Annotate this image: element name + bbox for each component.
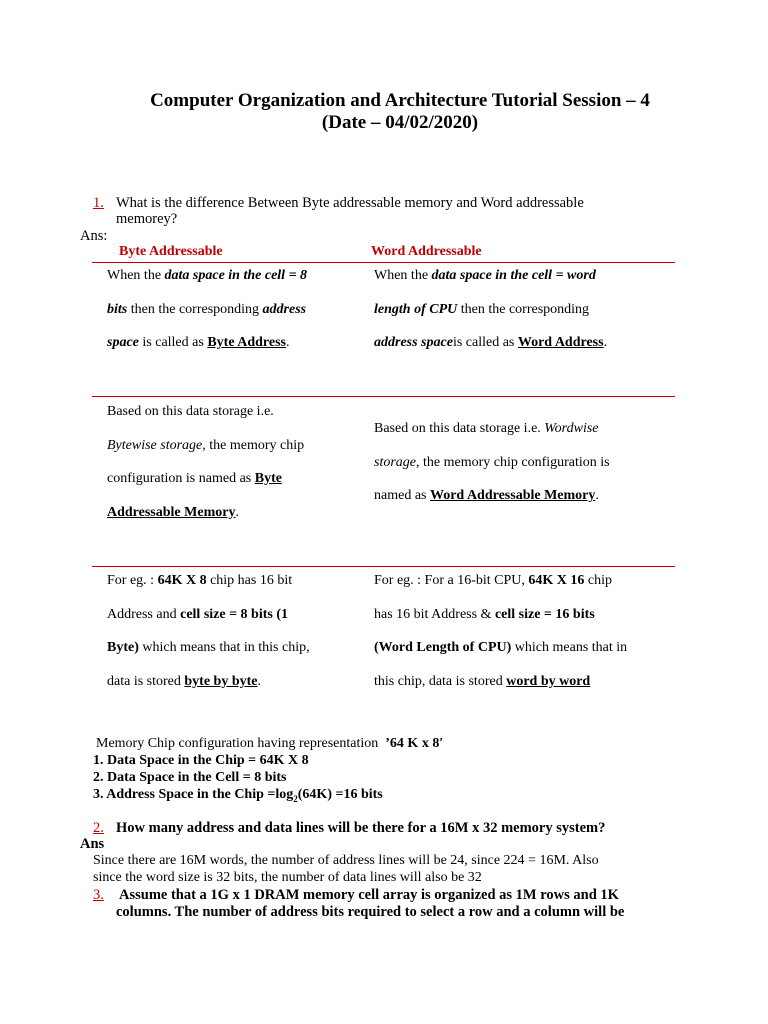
term: byte by byte <box>184 673 258 689</box>
title-line-2: (Date – 04/02/2020) <box>321 112 479 133</box>
text: Based on this data storage i.e. <box>374 421 545 436</box>
question-text-line-1: What is the difference Between Byte addressable memory and Word addressable <box>116 195 584 211</box>
text: then the corresponding <box>127 301 263 317</box>
term-byte-address: Byte Address <box>207 335 287 350</box>
term-word-address: Word Address <box>517 335 604 350</box>
term-word-addressable-memory: Word Addressable Memory <box>429 488 596 503</box>
emphasis: address space <box>374 335 453 350</box>
emphasis: 64K X 16 <box>528 573 585 588</box>
text: has 16 bit Address & <box>374 606 495 622</box>
emphasis: 64K X 8 <box>157 573 207 588</box>
title-line-1: Computer Organization and Architecture Tutorial Session – 4 <box>150 90 650 111</box>
emphasis: (Word Length of CPU) <box>374 640 512 655</box>
text: When the <box>374 268 432 283</box>
text: named as <box>374 488 430 503</box>
text: . <box>595 488 599 503</box>
term: word by word <box>506 673 591 689</box>
text: (64K) =16 bits <box>297 787 383 802</box>
table-cell-byte-example <box>107 564 362 698</box>
config-item-3 <box>93 786 383 808</box>
table-cell-word-storage <box>374 412 674 513</box>
text: , the memory chip <box>202 437 305 453</box>
question-text-line-2: columns. The number of address bits required to select a row and a column will be <box>116 904 625 920</box>
text: this chip, data is stored <box>374 673 507 689</box>
text: . <box>257 673 261 689</box>
text: For eg. : <box>107 573 158 588</box>
table-cell-word-example <box>374 564 674 698</box>
text: . <box>235 504 239 520</box>
text: is called as <box>138 335 208 350</box>
term-byte-addressable-memory: Addressable Memory <box>107 504 236 520</box>
question-text-line-1: Assume that a 1G x 1 DRAM memory cell array is organized as 1M rows and 1K <box>119 887 619 903</box>
text: configuration is named as <box>107 471 255 486</box>
table-cell-byte-storage <box>107 395 357 529</box>
question-text: How many address and data lines will be there for a 16M x 32 memory system? <box>116 820 606 836</box>
text: Based on this data storage i.e. <box>107 404 274 419</box>
text: , the memory chip configuration is <box>416 454 610 470</box>
text: When the <box>107 268 165 283</box>
emphasis: Wordwise <box>544 421 599 436</box>
emphasis: Bytewise storage <box>107 437 203 453</box>
column-header-word-addressable: Word Addressable <box>371 244 482 259</box>
text: Address and <box>107 606 181 622</box>
column-header-byte-addressable: Byte Addressable <box>119 244 223 259</box>
emphasis: space <box>107 335 139 350</box>
term: Byte <box>254 471 282 486</box>
emphasis: storage <box>374 454 416 470</box>
emphasis: address <box>262 301 307 317</box>
question-3 <box>93 887 733 920</box>
text: data is stored <box>107 673 185 689</box>
emphasis: Byte) <box>107 640 139 655</box>
text: 3. Address Space in the Chip =log <box>93 787 294 802</box>
text: chip has 16 bit <box>206 573 293 588</box>
question-2 <box>93 820 713 836</box>
table-cell-word-definition <box>374 259 664 360</box>
config-intro <box>96 735 443 752</box>
text: which means that in <box>511 640 628 655</box>
question-number: 1. <box>93 195 104 211</box>
question-number: 2. <box>93 820 104 836</box>
emphasis: cell size = 8 bits (1 <box>180 606 289 622</box>
emphasis: length of CPU <box>374 301 458 317</box>
text: which means that in this chip, <box>138 640 310 655</box>
text: . <box>286 335 290 350</box>
text: then the corresponding <box>457 301 590 317</box>
text: Memory Chip configuration having representation <box>96 736 379 751</box>
table-cell-byte-definition <box>107 259 357 360</box>
answer-label: Ans <box>80 836 105 852</box>
emphasis: data space in the cell = word <box>431 268 596 283</box>
emphasis: cell size = 16 bits <box>494 606 595 622</box>
text: chip <box>584 573 612 588</box>
text: is called as <box>452 335 518 350</box>
answer-label: Ans: <box>80 228 108 244</box>
text: For eg. : For a 16-bit CPU, <box>374 573 529 588</box>
answer-body <box>93 852 733 886</box>
representation: ’64 K x 8′ <box>385 736 444 751</box>
answer-line-2: since the word size is 32 bits, the number of data lines will also be 32 <box>93 870 482 885</box>
config-item-2: 2. Data Space in the Cell = 8 bits <box>93 770 287 785</box>
emphasis: bits <box>107 301 128 317</box>
question-text-line-2: memorey? <box>116 211 178 227</box>
config-item-1: 1. Data Space in the Chip = 64K X 8 <box>93 753 309 768</box>
page-title <box>0 90 768 134</box>
question-number: 3. <box>93 887 104 903</box>
text: . <box>603 335 608 350</box>
answer-line-1: Since there are 16M words, the number of address lines will be 24, since 224 = 16M. Also <box>93 853 599 868</box>
emphasis: data space in the cell = 8 <box>164 268 308 283</box>
subscript: 2 <box>293 793 298 804</box>
question-1 <box>93 195 713 227</box>
